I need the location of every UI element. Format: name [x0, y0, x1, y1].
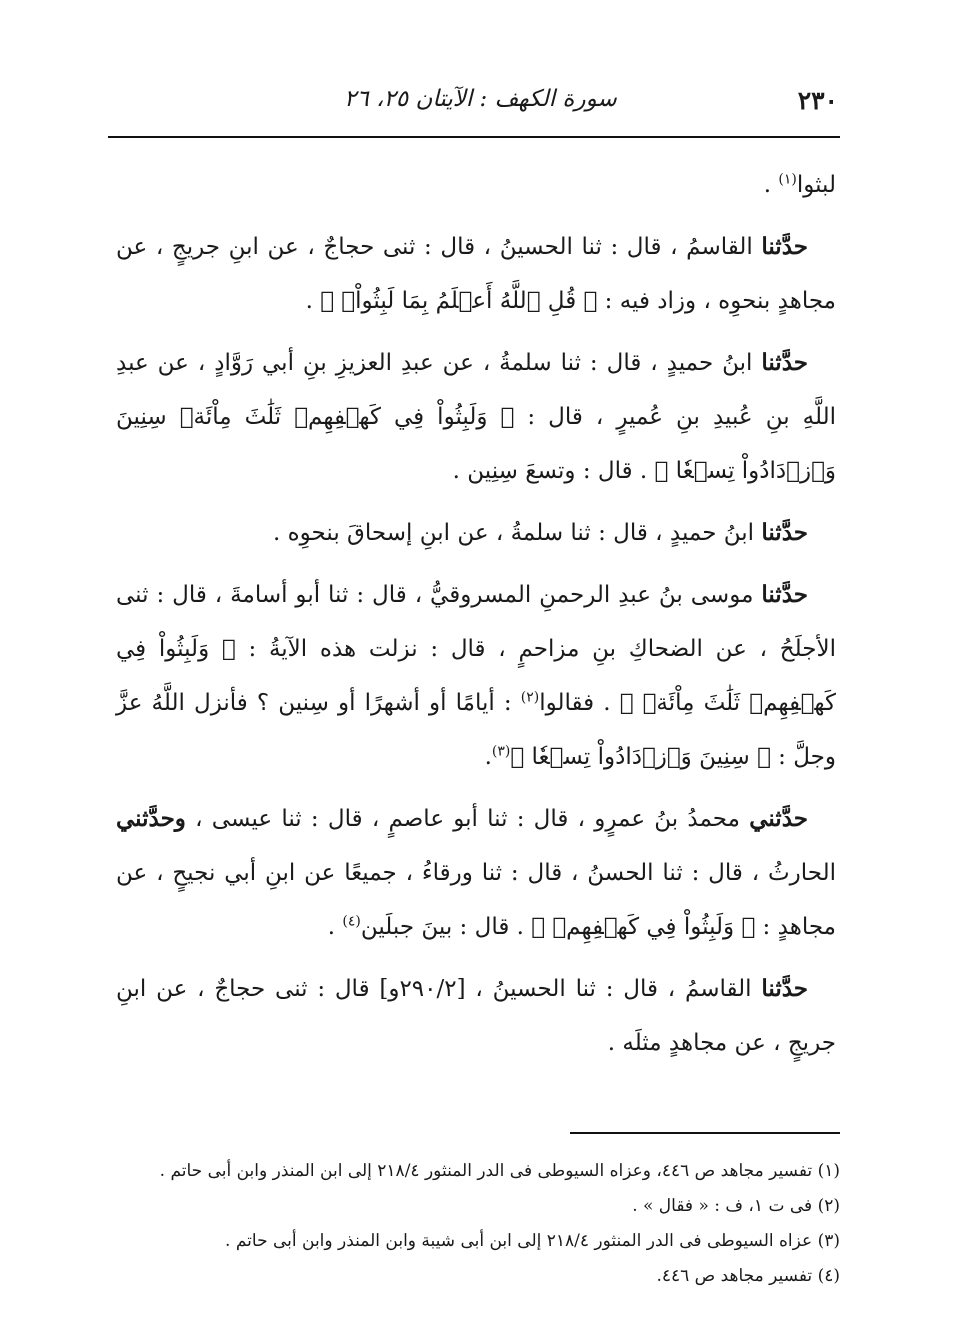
paragraph-tail: . [305, 288, 321, 314]
isnad-lead: حدَّثنا [761, 519, 808, 546]
paragraph-1 [116, 158, 836, 212]
footnote-2: (٢) فى ت ١، ف : « فقال » . [632, 1196, 840, 1216]
paragraph-3 [116, 336, 836, 498]
paragraph-text: لبثوا [796, 172, 836, 198]
main-text [116, 158, 836, 1078]
quran-quote: ﴿ وَلَبِثُواْ فِي كَهۡفِهِمۡ ثَلَٰثَ مِاْئَةٖ سِنِينَ وَٱزۡدَادُواْ تِسۡعٗا ﴾ [116, 404, 836, 484]
footnote-ref-2[interactable]: (٣) [491, 743, 511, 760]
isnad-lead: حدَّثنا [761, 581, 808, 608]
paragraph-tail: . [484, 744, 492, 770]
footnote-ref[interactable]: (١) [778, 171, 797, 188]
paragraph-text: محمدُ بنُ عمرٍو ، قال : ثنا أبو عاصمٍ ، قال : ثنا عيسى ، [185, 806, 750, 832]
paragraph-text-2: : أيامًا أو أشهرًا أو سِنين ؟ فأنزل اللَّهُ عزَّ وجلَّ : [116, 690, 836, 770]
paragraph-text: ابنُ حميدٍ ، قال : ثنا سلمةُ ، عن ابنِ إسحاقَ بنحوِه . [272, 520, 762, 546]
paragraph-tail: . [763, 172, 779, 198]
isnad-lead: حدَّثنا [761, 975, 809, 1002]
paragraph-5 [116, 568, 836, 784]
quran-quote: ﴿ وَلَبِثُواْ فِي كَهۡفِهِمۡ ﴾ [531, 914, 756, 940]
page-number: ٢٣٠ [797, 86, 838, 115]
running-title: سورة الكهف : الآيتان ٢٥، ٢٦ [344, 86, 617, 112]
paragraph-mid: . فقالوا [539, 690, 620, 716]
paragraph-4 [116, 506, 836, 560]
header-divider [108, 136, 840, 138]
paragraph-text: القاسمُ ، قال : ثنا الحسينُ ، قال : ثنى حجاجٌ ، عن ابنِ جريجٍ ، عن مجاهدٍ بنحوِه ، وزاد فيه : [116, 234, 836, 314]
paragraph-tail: . [327, 914, 343, 940]
paragraph-mid: . قال : بينَ جبلَين [360, 914, 532, 940]
page-header [108, 84, 838, 124]
paragraph-6 [116, 792, 836, 954]
paragraph-text: القاسمُ ، قال : ثنا الحسينُ ، [٢٩٠/٢و] قال : ثنى حجاجٌ ، عن ابنِ جريجٍ ، عن مجاهدٍ مثلَه . [116, 976, 836, 1056]
paragraph-text-2: الحارثُ ، قال : ثنا الحسنُ ، قال : ثنا ورقاءُ ، جميعًا عن ابنِ أبي نجيحٍ ، عن مجاهدٍ : [116, 860, 836, 940]
footnote-ref[interactable]: (٤) [342, 913, 361, 930]
isnad-lead: حدَّثنا [761, 349, 808, 376]
quran-quote: ﴿ قُلِ ٱللَّهُ أَعۡلَمُ بِمَا لَبِثُواْۖ ﴾ [320, 288, 598, 314]
footnote-3: (٣) عزاه السيوطى فى الدر المنثور ٢١٨/٤ إلى ابن أبى شيبة وابن المنذر وابن أبى حاتم . [225, 1231, 840, 1251]
isnad-lead: حدَّثني [749, 805, 808, 832]
paragraph-7 [116, 962, 836, 1070]
paragraph-2 [116, 220, 836, 328]
footnote-1: (١) تفسير مجاهد ص ٤٤٦، وعزاه السيوطى فى الدر المنثور ٢١٨/٤ إلى ابن المنذر وابن أبى حاتم . [159, 1161, 840, 1181]
paragraph-tail: . قال : وتسعَ سِنِين . [452, 458, 655, 484]
isnad-lead-2: وحدَّثني [116, 805, 186, 832]
paragraph-text: موسى بنُ عبدِ الرحمنِ المسروقيُّ ، قال : ثنا أبو أسامةَ ، قال : ثنى الأجلَحُ ، عن الضحاكِ بنِ مزاحمٍ ، قال : نزلت هذه الآيةُ : [116, 582, 836, 662]
footnote-ref[interactable]: (٢) [520, 689, 540, 706]
isnad-lead: حدَّثنا [761, 233, 808, 260]
footnote-divider [570, 1132, 840, 1134]
footnotes [140, 1154, 840, 1294]
paragraph-text: ابنُ حميدٍ ، قال : ثنا سلمةُ ، عن عبدِ العزيزِ بنِ أبي رَوَّادٍ ، عن عبدِ اللَّهِ بنِ عُبيدِ بنِ عُميرٍ ، قال : [116, 350, 836, 430]
footnote-4: (٤) تفسير مجاهد ص ٤٤٦. [656, 1266, 840, 1286]
quran-quote-2: ﴿ سِنِينَ وَٱزۡدَادُواْ تِسۡعٗا ﴾ [510, 744, 771, 770]
quran-quote: ﴿ وَلَبِثُواْ فِي كَهۡفِهِمۡ ثَلَٰثَ مِاْئَةٖ ﴾ [116, 636, 836, 716]
